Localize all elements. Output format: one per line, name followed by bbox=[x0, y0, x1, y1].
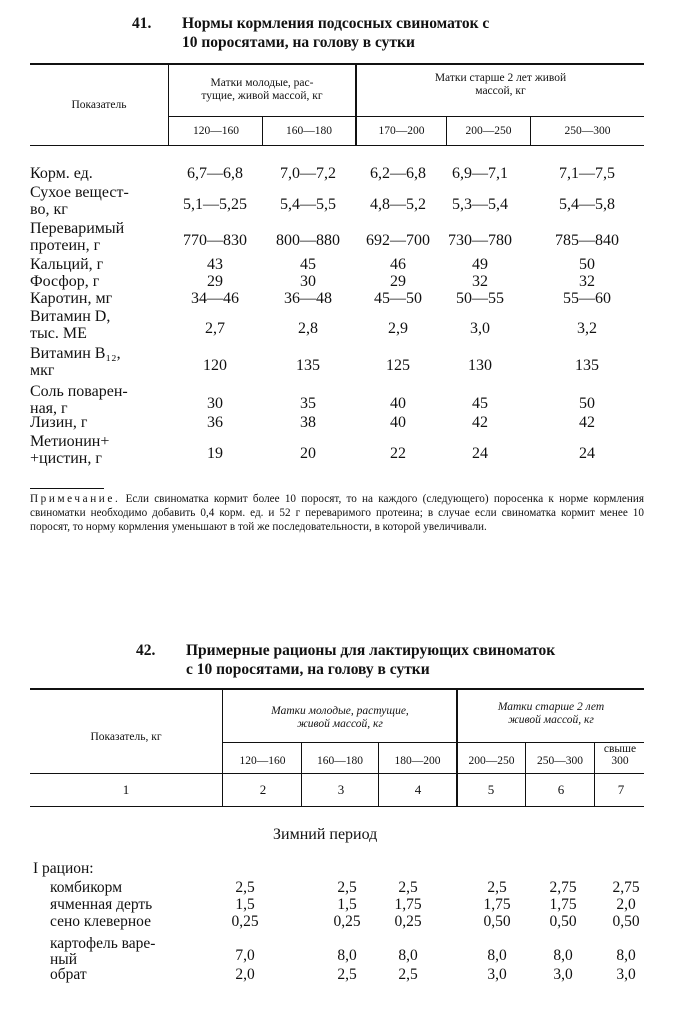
table42-cell: 3,0 bbox=[616, 966, 636, 983]
table42-vline-r2 bbox=[378, 742, 379, 806]
table41-cell: 4,8—5,2 bbox=[370, 196, 426, 213]
table41-row-label: мкг bbox=[30, 362, 55, 379]
table41-top-rule bbox=[30, 63, 644, 65]
table42-cell: 2,5 bbox=[337, 966, 357, 983]
table42-cell: 1,75 bbox=[549, 896, 577, 913]
table42-column-number: 7 bbox=[617, 782, 625, 797]
table41-row-label: Корм. ед. bbox=[30, 165, 93, 182]
table41-cell: 20 bbox=[300, 445, 316, 462]
table42-row-label: картофель варе- bbox=[50, 935, 156, 952]
table42-cell: 0,25 bbox=[394, 913, 422, 930]
table42-column-number: 5 bbox=[487, 782, 495, 797]
table41-cell: 5,1—5,25 bbox=[183, 196, 247, 213]
table42-cell: 2,75 bbox=[612, 879, 640, 896]
table41-cell: 800—880 bbox=[276, 232, 340, 249]
table42-cell: 8,0 bbox=[487, 947, 507, 964]
table42-cell: 8,0 bbox=[398, 947, 418, 964]
table42-cell: 3,0 bbox=[553, 966, 573, 983]
table41-number: 41. bbox=[132, 15, 152, 32]
table41-cell: 43 bbox=[207, 256, 223, 273]
table42-range-3: 180—200 bbox=[394, 755, 441, 767]
table42-cell: 2,5 bbox=[398, 879, 418, 896]
table42-cell: 2,0 bbox=[235, 966, 255, 983]
table42-cell: 1,5 bbox=[337, 896, 357, 913]
table42-title-line2: с 10 поросятами, на голову в сутки bbox=[186, 661, 430, 678]
table41-cell: 46 bbox=[390, 256, 406, 273]
table41-cell: 29 bbox=[390, 273, 406, 290]
table41-range-1: 120—160 bbox=[193, 125, 239, 137]
table41-range-2: 160—180 bbox=[286, 125, 332, 137]
table42-cell: 2,0 bbox=[616, 896, 636, 913]
table41-head-rule bbox=[30, 145, 644, 146]
table41-row-label: протеин, г bbox=[30, 237, 101, 254]
table41-group-rule bbox=[168, 116, 644, 117]
table41-row-label: Сухое вещест- bbox=[30, 184, 129, 201]
table41-head-indicator: Показатель bbox=[71, 99, 127, 111]
table41-cell: 29 bbox=[207, 273, 223, 290]
table41-cell: 38 bbox=[300, 414, 316, 431]
table41-title-line1: Нормы кормления подсосных свиноматок с bbox=[182, 15, 490, 32]
table42-head-rule bbox=[30, 773, 644, 774]
table41-cell: 2,7 bbox=[205, 320, 225, 337]
table42-cell: 2,5 bbox=[337, 879, 357, 896]
table41-row-label: Лизин, г bbox=[30, 414, 88, 431]
table42-vline-indicator bbox=[222, 688, 223, 806]
table42-column-number: 4 bbox=[414, 782, 422, 797]
table42-cell: 0,25 bbox=[333, 913, 361, 930]
table42-column-number: 6 bbox=[557, 782, 565, 797]
table42-cell: 8,0 bbox=[553, 947, 573, 964]
table41-vline-indicator bbox=[168, 63, 169, 145]
table41-cell: 45—50 bbox=[374, 290, 422, 307]
table41-cell: 7,1—7,5 bbox=[559, 165, 615, 182]
table41-row-label: +цистин, г bbox=[30, 450, 102, 467]
table41-cell: 45 bbox=[300, 256, 316, 273]
table41-cell: 42 bbox=[472, 414, 488, 431]
table41-row-label: Соль поварен- bbox=[30, 383, 128, 400]
table41-cell: 55—60 bbox=[563, 290, 611, 307]
table41-cell: 50 bbox=[579, 256, 595, 273]
table42-group-young: Матки молодые, растущие, живой массой, кг bbox=[271, 705, 409, 730]
table41-cell: 24 bbox=[579, 445, 595, 462]
table42-cell: 0,25 bbox=[231, 913, 259, 930]
table41-cell: 34—46 bbox=[191, 290, 239, 307]
table41-row-label: Метионин+ bbox=[30, 433, 110, 450]
table41-cell: 785—840 bbox=[555, 232, 619, 249]
table42-cell: 2,5 bbox=[487, 879, 507, 896]
table41-cell: 22 bbox=[390, 445, 406, 462]
table42-number: 42. bbox=[136, 642, 156, 659]
table42-num-rule bbox=[30, 806, 644, 807]
table42-title-line1: Примерные рационы для лактирующих свиноматок bbox=[186, 642, 556, 659]
table41-cell: 6,9—7,1 bbox=[452, 165, 508, 182]
table41-cell: 30 bbox=[207, 395, 223, 412]
table41-cell: 32 bbox=[579, 273, 595, 290]
table41-cell: 40 bbox=[390, 414, 406, 431]
table42-column-number: 1 bbox=[122, 782, 130, 797]
table41-cell: 45 bbox=[472, 395, 488, 412]
table42-cell: 0,50 bbox=[612, 913, 640, 930]
table41-row-label: Витамин D, bbox=[30, 308, 111, 325]
table41-cell: 3,2 bbox=[577, 320, 597, 337]
table41-cell: 5,4—5,8 bbox=[559, 196, 615, 213]
table42-row-label: ячменная дерть bbox=[50, 896, 153, 913]
table41-row-label: Каротин, мг bbox=[30, 290, 113, 307]
table41-title-line2: 10 поросятами, на голову в сутки bbox=[182, 34, 415, 51]
table41-cell: 30 bbox=[300, 273, 316, 290]
table41-cell: 120 bbox=[203, 357, 227, 374]
table41-cell: 6,7—6,8 bbox=[187, 165, 243, 182]
table41-row-label: Витамин B₁₂, bbox=[30, 345, 121, 362]
table41-cell: 130 bbox=[468, 357, 492, 374]
table42-cell: 1,75 bbox=[483, 896, 511, 913]
table42-cell: 3,0 bbox=[487, 966, 507, 983]
table42-cell: 2,75 bbox=[549, 879, 577, 896]
ration-title: I рацион: bbox=[33, 860, 94, 877]
table41-cell: 6,2—6,8 bbox=[370, 165, 426, 182]
table41-row-label: Фосфор, г bbox=[30, 273, 100, 290]
table42-cell: 0,50 bbox=[483, 913, 511, 930]
table42-column-number: 3 bbox=[337, 782, 345, 797]
table42-cell: 2,5 bbox=[235, 879, 255, 896]
table41-range-4: 200—250 bbox=[465, 125, 512, 137]
table41-cell: 2,8 bbox=[298, 320, 318, 337]
table42-top-rule bbox=[30, 688, 644, 690]
table42-vline-r1 bbox=[301, 742, 302, 806]
table41-note bbox=[30, 492, 644, 534]
table42-cell: 1,5 bbox=[235, 896, 255, 913]
table41-cell: 125 bbox=[386, 357, 410, 374]
table42-head-indicator: Показатель, кг bbox=[90, 731, 162, 743]
table41-cell: 5,4—5,5 bbox=[280, 196, 336, 213]
winter-period-heading: Зимний период bbox=[273, 826, 378, 843]
table42-group-old: Матки старше 2 лет живой массой, кг bbox=[497, 701, 605, 726]
table41-cell: 32 bbox=[472, 273, 488, 290]
table41-range-3: 170—200 bbox=[378, 125, 425, 137]
table42-row-label: обрат bbox=[50, 966, 87, 983]
table41-cell: 36 bbox=[207, 414, 223, 431]
table42-cell: 8,0 bbox=[337, 947, 357, 964]
table42-title bbox=[136, 641, 646, 681]
table42-row-label: комбикорм bbox=[50, 879, 123, 896]
table41-cell: 24 bbox=[472, 445, 488, 462]
table41-group-young: Матки молодые, рас- тущие, живой массой, кг bbox=[201, 77, 323, 102]
table41-cell: 42 bbox=[579, 414, 595, 431]
note-prefix: Примечание. bbox=[30, 493, 121, 505]
table42-cell: 7,0 bbox=[235, 947, 255, 964]
table42-column-number: 2 bbox=[259, 782, 267, 797]
table41-cell: 40 bbox=[390, 395, 406, 412]
table41-cell: 730—780 bbox=[448, 232, 512, 249]
table42-vline-r4 bbox=[525, 742, 526, 806]
table41-cell: 35 bbox=[300, 395, 316, 412]
table41-cell: 692—700 bbox=[366, 232, 430, 249]
table41-cell: 5,3—5,4 bbox=[452, 196, 508, 213]
table41-title bbox=[132, 14, 592, 54]
table41-cell: 49 bbox=[472, 256, 488, 273]
table41-row-label: ная, г bbox=[30, 400, 68, 417]
table41-cell: 2,9 bbox=[388, 320, 408, 337]
table42-range-5: 250—300 bbox=[537, 755, 583, 767]
table41-cell: 3,0 bbox=[470, 320, 490, 337]
table41-cell: 135 bbox=[575, 357, 599, 374]
table41-cell: 50 bbox=[579, 395, 595, 412]
table41-cell: 50—55 bbox=[456, 290, 504, 307]
table41-row-label: во, кг bbox=[30, 201, 68, 218]
table42-range-4: 200—250 bbox=[468, 755, 515, 767]
table42-cell: 8,0 bbox=[616, 947, 636, 964]
table41-cell: 7,0—7,2 bbox=[280, 165, 336, 182]
table42-group-rule bbox=[222, 742, 644, 743]
table41-cell: 770—830 bbox=[183, 232, 247, 249]
table42-cell: 1,75 bbox=[394, 896, 422, 913]
table41-cell: 135 bbox=[296, 357, 320, 374]
table41-cell: 36—48 bbox=[284, 290, 332, 307]
table42-row-label: ный bbox=[50, 951, 78, 968]
table42-range-2: 160—180 bbox=[317, 755, 363, 767]
note-divider bbox=[30, 488, 104, 489]
table41-row-label: тыс. МЕ bbox=[30, 325, 87, 342]
table41-cell: 19 bbox=[207, 445, 223, 462]
table41-group-old: Матки старше 2 лет живой массой, кг bbox=[434, 72, 567, 97]
note-text: Если свиноматка кормит более 10 поросят, то на каждого (следующего) поросенка к норме кормления свиноматки необходимо добавить 0,4 корм. ед. и 52 г переваримого протеина; в случае если свиноматка кормит менее 10 поросят, то норму кормления уменьшают в той же последовательности, в которой увеличивали. bbox=[30, 493, 644, 533]
table41-row-label: Переваримый bbox=[30, 220, 125, 237]
table42-row-label: сено клеверное bbox=[50, 913, 151, 930]
table41-range-5: 250—300 bbox=[564, 125, 611, 137]
table42-range-6: свыше 300 bbox=[603, 743, 637, 767]
table42-range-1: 120—160 bbox=[239, 755, 286, 767]
table41-row-label: Кальций, г bbox=[30, 256, 104, 273]
table42-cell: 2,5 bbox=[398, 966, 418, 983]
table42-cell: 0,50 bbox=[549, 913, 577, 930]
